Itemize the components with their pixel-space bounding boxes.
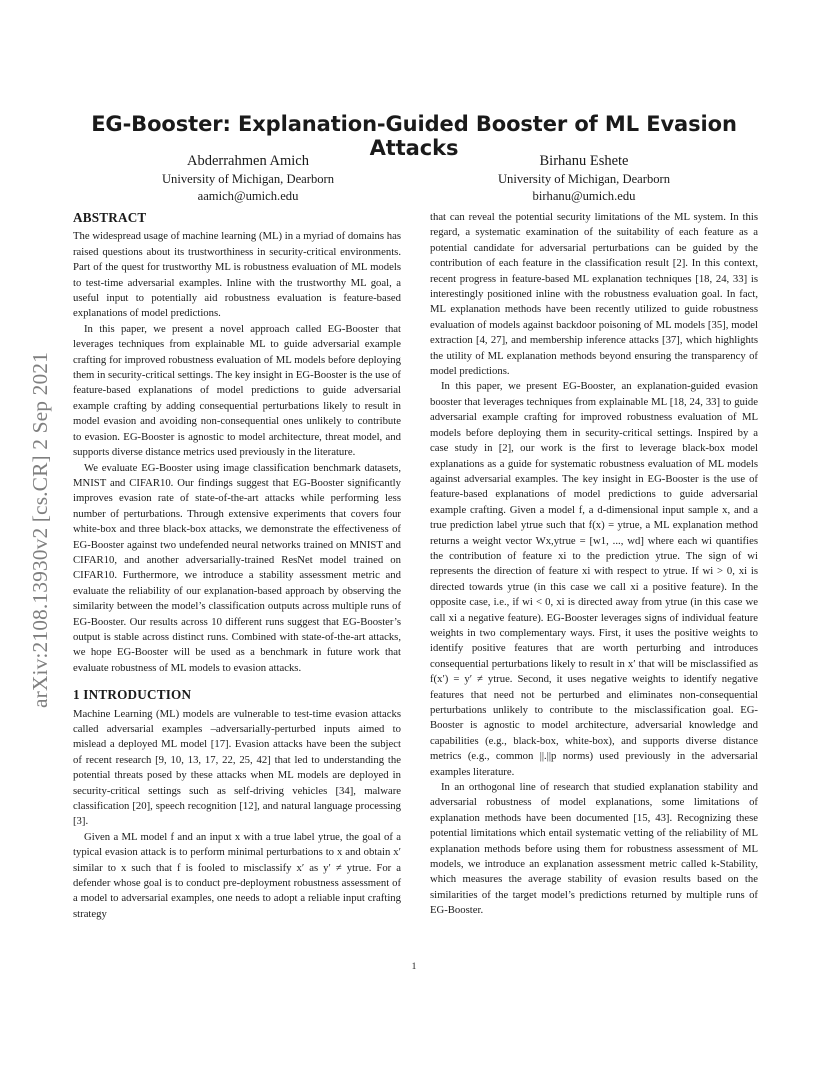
body-paragraph: Machine Learning (ML) models are vulnerable to test-time evasion attacks called adversarial examples –adversarially-perturbed inputs aimed to mislead a deployed ML model [17]. Evasion attacks have been the subject of recent research [9, 10, 13, 17, 22, 25, 42] that led to understanding the potential threats posed by these attacks when ML models are deployed in security-critical settings such as self-driving vehicles [34], malware classification [20], speech recognition [12], and natural language processing [3]. — [73, 707, 401, 828]
left-column — [73, 210, 401, 922]
paper-title: EG-Booster: Explanation-Guided Booster of ML Evasion Attacks — [91, 112, 737, 160]
abstract-paragraph: The widespread usage of machine learning (ML) in a myriad of domains has raised questions about its trustworthiness in security-critical environments. Part of the quest for trustworthy ML is robustness evaluation of ML models to test-time adversarial examples. Inline with the trustworthy ML goal, a useful input to potentially aid robustness evaluation is feature-based explanations of model predictions. — [73, 230, 401, 320]
body-paragraph: Given a ML model f and an input x with a true label ytrue, the goal of a typical evasion attack is to perform minimal perturbations to x and obtain x′ similar to x such that f is fooled to misclassify x′ as y′ ≠ ytrue. For a defender whose goal is to conduct pre-deployment robustness assessment of a model to adversarial examples, one needs to adopt a reliable input crafting strategy — [73, 830, 401, 920]
abstract-paragraph: In this paper, we present a novel approach called EG-Booster that leverages techniques from explainable ML to guide adversarial example crafting for improved robustness evaluation of ML models before deploying them in security-critical settings. The key insight in EG-Booster is the use of feature-based explanations of model predictions to guide adversarial example crafting by adding consequential perturbations likely to result in model evasion and avoiding non-consequential ones unlikely to contribute to evasion. EG-Booster is agnostic to model architecture, threat model, and supports diverse distance metrics used previously in the literature. — [73, 322, 401, 459]
introduction-heading: 1 INTRODUCTION — [73, 687, 192, 703]
page-number: 1 — [411, 962, 417, 972]
author-block — [464, 151, 704, 205]
abstract-heading: ABSTRACT — [73, 210, 147, 225]
body-paragraph: In this paper, we present EG-Booster, an explanation-guided evasion booster that leverages techniques from explainable ML [18, 24, 33] to guide adversarial example crafting for improved robustness evaluation of ML models before deploying them in security-critical settings. Inspired by a case study in [2], our work is the first to leverage black-box model explanations as a guide for systematic robustness evaluation of ML models against adversarial examples. The key insight in EG-Booster is the use of feature-based explanations of model predictions to guide adversarial example crafting. Given a model f, a d-dimensional input sample x, and a true prediction label ytrue such that f(x) = ytrue, a ML explanation method returns a weight vector Wx,ytrue = [w1, ..., wd] where each wi quantifies the contribution of feature xi to the prediction ytrue. The sign of wi represents the direction of feature xi with respect to ytrue. If wi > 0, xi is directed towards ytrue (in this case we call xi a positive feature). In the opposite case, i.e., if wi < 0, xi is directed away from ytrue (in this case we call xi a negative feature). EG-Booster leverages signs of individual feature weights in two complementary ways. First, it uses the positive weights to identify positive features that are worth perturbing and introduces consequential perturbations likely to result in x′ that will be misclassified as f(x′) = y′ ≠ ytrue. Second, it uses negative weights to identify negative features that need not be perturbed and eliminates non-consequential perturbations unlikely to contribute to the misclassification goal. EG-Booster is agnostic to model architecture, adversarial knowledge and capabilities (e.g., black-box, white-box), and supports diverse distance metrics (e.g., common ||.||p norms) used previously in the adversarial examples literature. — [430, 380, 758, 778]
author-affiliation: University of Michigan, Dearborn — [497, 172, 671, 186]
author-affiliation: University of Michigan, Dearborn — [161, 172, 335, 186]
arxiv-identifier: arXiv:2108.13930v2 [cs.CR] 2 Sep 2021 — [28, 351, 52, 709]
author-name: Birhanu Eshete — [539, 153, 629, 169]
author-email: birhanu@umich.edu — [532, 189, 636, 203]
author-email: aamich@umich.edu — [197, 189, 299, 203]
right-column — [430, 210, 758, 919]
body-paragraph: that can reveal the potential security limitations of the ML system. In this regard, a systematic examination of the suitability of each feature as a potential candidate for adversarial perturbations can be guided by the contribution of each feature in the classification result [2]. In this context, recent progress in feature-based ML explanation techniques [18, 24, 33] is interestingly positioned inline with the robustness evaluation goal. In fact, ML explanation methods have been recently utilized to guide robustness evaluation of models against backdoor poisoning of ML models [35], model extraction [4, 27], and membership inference attacks [37], which highlights the utility of ML explanation methods beyond ensuring the transparency of model predictions. — [430, 211, 758, 378]
author-name: Abderrahmen Amich — [186, 153, 309, 169]
author-block — [128, 151, 368, 205]
body-paragraph: In an orthogonal line of research that studied explanation stability and adversarial robustness of model explanations, some limitations of explanation methods have been documented [15, 43]. Recognizing these potential limitations which entail systematic vetting of the reliability of ML explanation methods before using them for robustness assessment of ML models, we introduce an explanation assessment metric called k-Stability, which measures the average stability of evasion results based on the similarities of the target model’s predictions returned by multiple runs of EG-Booster. — [430, 781, 758, 917]
abstract-paragraph: We evaluate EG-Booster using image classification benchmark datasets, MNIST and CIFAR10. Our findings suggest that EG-Booster significantly improves evasion rate of state-of-the-art attacks while performing less number of perturbations. Through extensive experiments that covers four white-box and three black-box attacks, we demonstrate the effectiveness of EG-Booster against two undefended neural networks trained on MNIST and CIFAR10, and another adversarially-trained ResNet model trained on CIFAR10. Furthermore, we introduce a stability assessment metric and evaluate the reliability of our explanation-based approach by observing the similarity between the model’s classification outputs across multiple runs of EG-Booster. Our results across 10 different runs suggest that EG-Booster’s output is stable across distinct runs. Combined with state-of-the-art attacks, we hope EG-Booster will be used as a benchmark in future work that evaluate robustness of ML models to evasion attacks. — [73, 461, 401, 674]
